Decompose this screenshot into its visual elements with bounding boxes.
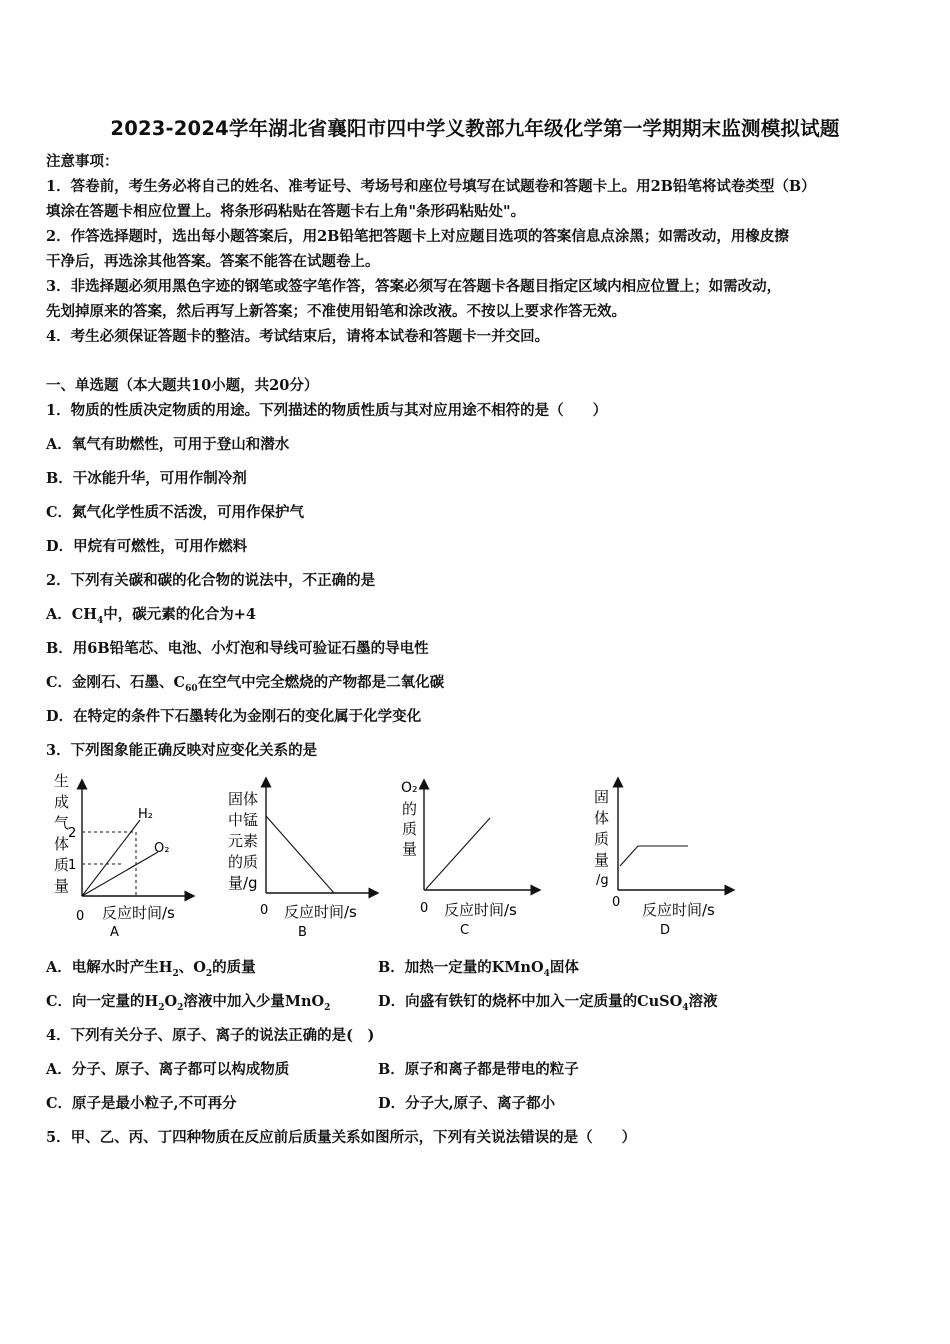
graph-b-ylabel: 元素: [228, 832, 259, 850]
graph-a-xlabel: 反应时间/s: [102, 904, 175, 922]
graph-c-ylabel: 的: [402, 800, 418, 818]
graph-a-o2-line: [82, 852, 158, 896]
graph-a: [54, 772, 190, 940]
graph-b-origin: 0: [260, 903, 269, 918]
graph-d-curve: [620, 846, 688, 866]
q3-option-d: D．向盛有铁钉的烧杯中加入一定质量的CuSO$_4$溶液: [378, 993, 718, 1013]
q4-option-a: A．分子、原子、离子都可以构成物质: [46, 1061, 290, 1078]
graph-d-ylabel: 量: [594, 851, 610, 869]
q1-option-b: B．干冰能升华，可用作制冷剂: [46, 470, 247, 487]
graph-c-label: C: [460, 923, 470, 938]
graph-a-ylabel: 量: [54, 877, 70, 895]
graph-a-ylabel: 气: [54, 814, 70, 832]
graph-d-ylabel: /g: [596, 873, 609, 888]
graph-b: [228, 782, 374, 940]
q4-options-row-2: [46, 1094, 906, 1114]
q1-option-a: A．氧气有助燃性，可用于登山和潜水: [46, 436, 290, 453]
q3-graphs-figure: [40, 770, 760, 940]
question-3-stem: 3．下列图象能正确反映对应变化关系的是: [46, 742, 318, 759]
notice-line: 先划掉原来的答案，然后再写上新答案；不准使用铅笔和涂改液。不按以上要求作答无效。: [46, 303, 626, 320]
question-2-stem: 2．下列有关碳和碳的化合物的说法中，不正确的是: [46, 572, 376, 589]
notice-line: 3．非选择题必须用黑色字迹的钢笔或签字笔作答，答案必须写在答题卡各题目指定区域内相应位置上；如需改动，: [46, 278, 782, 295]
graph-a-ylabel: 生: [54, 772, 70, 790]
graph-b-ylabel: 的质: [228, 853, 259, 871]
graph-d-ylabel: 质: [594, 830, 610, 848]
notice-line: 1．答卷前，考生务必将自己的姓名、准考证号、考场号和座位号填写在试题卷和答题卡上。用2B铅笔将试卷类型（B）: [46, 178, 816, 195]
graph-d-ylabel: 体: [594, 809, 610, 827]
q3-option-b: B．加热一定量的KMnO$_4$固体: [378, 959, 579, 979]
graph-b-ylabel: 量/g: [228, 874, 258, 892]
graph-c-origin: 0: [420, 901, 429, 916]
section-heading: 一、单选题（本大题共10小题，共20分）: [46, 377, 319, 394]
q2-option-d: D．在特定的条件下石墨转化为金刚石的变化属于化学变化: [46, 708, 422, 725]
q3-option-a: A．电解水时产生$H_2$、$O_2$的质量: [46, 959, 256, 979]
graph-b-ylabel: 固体: [228, 790, 259, 808]
graph-c: [401, 780, 536, 938]
graph-c-xlabel: 反应时间/s: [444, 901, 517, 919]
q2-option-b: B．用6B铅笔芯、电池、小灯泡和导线可验证石墨的导电性: [46, 640, 429, 657]
q3-option-c: C．向一定量的$H_2O_2$溶液中加入少量MnO$_2$: [46, 993, 331, 1013]
q4-option-d: D．分子大,原子、离子都小: [378, 1095, 556, 1112]
graph-a-origin: 0: [76, 909, 85, 924]
graph-a-h2-label: H₂: [138, 807, 153, 822]
graph-a-h2-line: [82, 820, 140, 896]
q4-options-row-1: [46, 1060, 906, 1080]
notice-line: 干净后，再选涂其他答案。答案不能答在试题卷上。: [46, 253, 380, 270]
question-1-stem: 1．物质的性质决定物质的用途。下列描述的物质性质与其对应用途不相符的是（ ）: [46, 402, 608, 419]
q1-option-c: C．氮气化学性质不活泼，可用作保护气: [46, 504, 305, 521]
graph-d-label: D: [660, 923, 671, 938]
graph-a-o2-label: O₂: [154, 841, 170, 856]
graph-a-tick-2: 2: [68, 826, 77, 841]
notice-heading: 注意事项：: [46, 153, 119, 170]
graph-a-ylabel: 质: [54, 856, 70, 874]
q2-option-c: C．金刚石、石墨、$C_{60}$在空气中完全燃烧的产物都是二氧化碳: [46, 674, 445, 694]
graph-b-label: B: [298, 925, 307, 940]
graph-a-tick-1: 1: [68, 858, 77, 873]
graph-c-ylabel: 质: [402, 820, 418, 838]
notice-line: 2．作答选择题时，选出每小题答案后，用2B铅笔把答题卡上对应题目选项的答案信息点涂黑；如需改动，用橡皮擦: [46, 228, 789, 245]
q3-options-row-2: [46, 992, 906, 1018]
q4-option-b: B．原子和离子都是带电的粒子: [378, 1061, 579, 1078]
graph-c-ylabel: 量: [402, 840, 418, 858]
question-5-stem: 5．甲、乙、丙、丁四种物质在反应前后质量关系如图所示，下列有关说法错误的是（ ）: [46, 1129, 637, 1146]
notice-line: 4．考生必须保证答题卡的整洁。考试结束后，请将本试卷和答题卡一并交回。: [46, 328, 550, 345]
graph-b-xlabel: 反应时间/s: [284, 903, 357, 921]
q2-option-a: A．$CH_4$中，碳元素的化合为+4: [46, 606, 257, 626]
graph-d-ylabel: 固: [594, 788, 610, 806]
graph-b-curve: [266, 816, 334, 893]
graph-d: [594, 782, 730, 938]
graph-a-label: A: [110, 925, 119, 940]
q4-option-c: C．原子是最小粒子,不可再分: [46, 1095, 237, 1112]
graph-d-origin: 0: [612, 895, 621, 910]
graph-c-curve: [426, 818, 490, 889]
page-title: 2023-2024学年湖北省襄阳市四中学义教部九年级化学第一学期期末监测模拟试题: [110, 117, 840, 140]
graph-a-ylabel: 体: [54, 835, 70, 853]
graph-d-xlabel: 反应时间/s: [642, 901, 715, 919]
notice-line: 填涂在答题卡相应位置上。将条形码粘贴在答题卡右上角"条形码粘贴处"。: [46, 203, 526, 220]
graph-a-ylabel: 成: [54, 793, 70, 811]
graph-b-ylabel: 中锰: [228, 811, 259, 829]
q1-option-d: D．甲烷有可燃性，可用作燃料: [46, 538, 248, 555]
q3-options-row-1: [46, 958, 906, 984]
graph-c-ylabel: O₂: [401, 780, 418, 796]
question-4-stem: 4．下列有关分子、原子、离子的说法正确的是( ): [46, 1027, 375, 1044]
